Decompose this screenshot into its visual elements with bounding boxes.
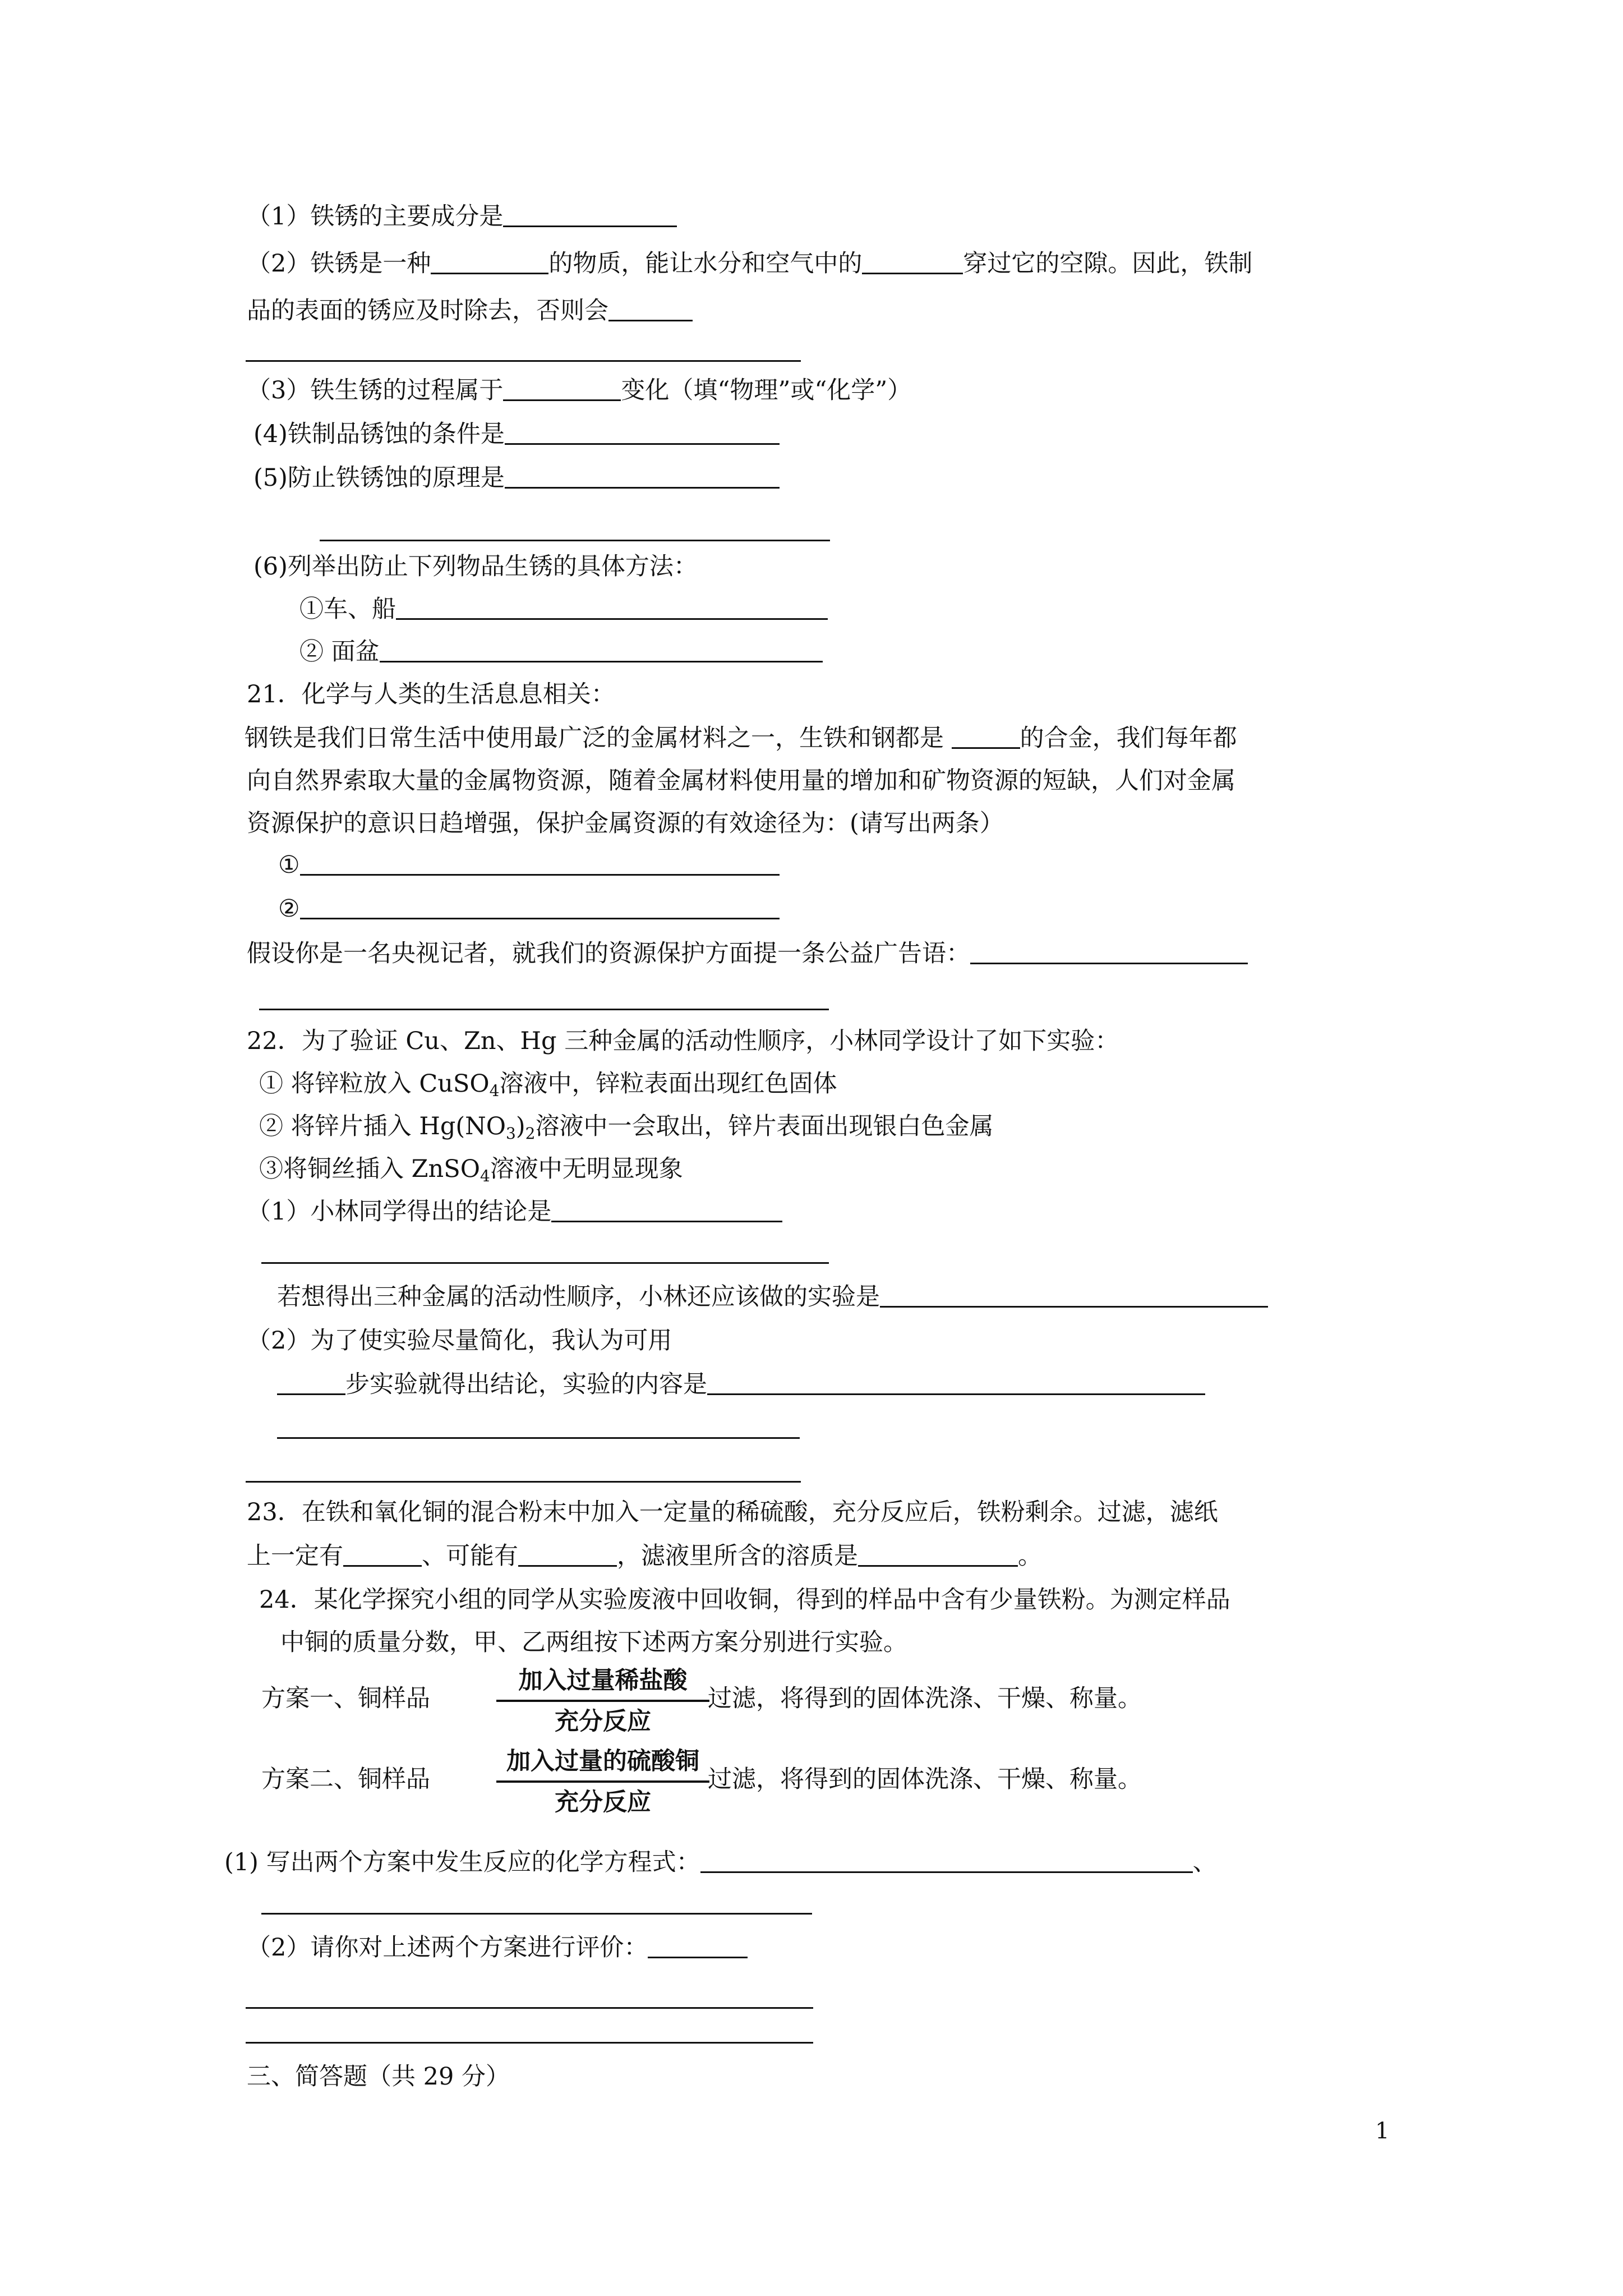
q24-line-2 (280, 1626, 907, 1659)
q20-text-9: ② 面盆 (299, 638, 380, 666)
q22-step-2-result: 溶液中一会取出，锌片表面出现银白色金属 (535, 1112, 994, 1140)
q23-line-2 (247, 1539, 1042, 1573)
q21-title-text: 21．化学与人类的生活息息相关： (247, 680, 615, 708)
answer-blank[interactable] (505, 461, 780, 489)
paren: ) (515, 1112, 525, 1140)
q21-title (247, 678, 615, 711)
q21-option-1-label: ① (278, 851, 300, 879)
q24-plan-1-rest (708, 1682, 1142, 1715)
answer-blank[interactable] (862, 247, 963, 274)
q22-step-2-text: ② 将锌片插入 Hg(NO (259, 1112, 506, 1140)
q24-plan-2-reagent: 加入过量的硫酸铜 (496, 1746, 709, 1783)
answer-blank[interactable] (343, 1539, 422, 1567)
q24-answer-2-text: （2）请你对上述两个方案进行评价： (247, 1934, 648, 1962)
q21-ad-line (247, 937, 1248, 970)
answer-blank[interactable] (970, 937, 1248, 964)
answer-line[interactable] (246, 2042, 813, 2044)
q22-step-3-text: ③将铜丝插入 ZnSO (259, 1155, 480, 1183)
answer-line[interactable] (261, 1262, 829, 1264)
q20-text-2a: （2）铁锈是一种 (247, 250, 431, 278)
q22-answer-3 (247, 1324, 672, 1358)
page-number: 1 (1375, 2118, 1390, 2144)
q24-plan-2-condition: 充分反应 (555, 1788, 651, 1816)
q24-plan-2-label (261, 1763, 430, 1796)
q21-para-2 (247, 764, 1235, 798)
q24-plan-1-arrow (496, 1665, 709, 1738)
answer-blank[interactable] (518, 1539, 617, 1567)
q23-text-1: 23．在铁和氧化铜的混合粉末中加入一定量的稀硫酸，充分反应后，铁粉剩余。过滤，滤纸 (247, 1498, 1218, 1526)
answer-blank[interactable] (380, 635, 823, 662)
q22-title-text: 22．为了验证 Cu、Zn、Hg 三种金属的活动性顺序，小林同学设计了如下实验： (247, 1027, 1119, 1055)
q24-plan-1-procedure: 过滤，将得到的固体洗涤、干燥、称量。 (708, 1685, 1142, 1713)
answer-blank[interactable] (503, 374, 621, 401)
q24-text-2: 中铜的质量分数，甲、乙两组按下述两方案分别进行实验。 (280, 1628, 907, 1657)
answer-line[interactable] (246, 2007, 813, 2009)
q24-answer-1-end: 、 (1192, 1848, 1217, 1876)
q21-text-2: 向自然界索取大量的金属物资源，随着金属材料使用量的增加和矿物资源的短缺，人们对金属 (247, 767, 1235, 795)
answer-line[interactable] (320, 540, 830, 541)
answer-blank[interactable] (707, 1368, 1205, 1395)
q24-answer-2 (247, 1931, 748, 1964)
answer-blank[interactable] (608, 294, 693, 321)
q20-text-4b: 变化（填“物理”或“化学”） (621, 376, 912, 404)
section-3-heading (247, 2060, 510, 2093)
q20-line-2 (247, 247, 1252, 280)
q22-answer-4 (277, 1368, 1205, 1401)
q24-answer-1 (224, 1846, 1217, 1879)
q20-line-5 (253, 417, 780, 451)
subscript: 4 (489, 1082, 500, 1100)
q24-plan-2-rest (708, 1763, 1142, 1796)
q20-line-3 (247, 294, 693, 328)
section-3-text: 三、简答题（共 29 分） (247, 2063, 510, 2091)
q24-text-1: 24．某化学探究小组的同学从实验废液中回收铜，得到的样品中含有少量铁粉。为测定样品 (259, 1586, 1230, 1614)
q20-text-1: （1）铁锈的主要成分是 (247, 203, 504, 231)
answer-blank[interactable] (700, 1846, 1193, 1873)
q21-text-1a: 钢铁是我们日常生活中使用最广泛的金属材料之一，生铁和钢都是 (245, 724, 952, 752)
q21-ad-text: 假设你是一名央视记者，就我们的资源保护方面提一条公益广告语： (247, 940, 970, 968)
q20-line-8 (299, 592, 828, 626)
subscript: 3 (506, 1124, 516, 1143)
answer-blank[interactable] (952, 721, 1020, 749)
q21-para-1 (245, 721, 1237, 755)
q20-line-7 (253, 550, 698, 583)
q22-step-3-result: 溶液中无明显现象 (490, 1155, 683, 1183)
q22-step-3 (259, 1152, 683, 1186)
q20-line-9 (299, 635, 823, 669)
q23-line-1 (247, 1496, 1218, 1529)
q20-text-2c: 穿过它的空隙。因此，铁制 (963, 250, 1253, 278)
answer-blank[interactable] (503, 200, 677, 227)
answer-line[interactable] (246, 360, 801, 362)
answer-line[interactable] (246, 1481, 801, 1483)
q22-answer-1 (247, 1195, 782, 1228)
q22-step-1 (259, 1067, 837, 1101)
q22-answer-2-text: 若想得出三种金属的活动性顺序，小林还应该做的实验是 (277, 1283, 880, 1311)
answer-blank[interactable] (300, 892, 780, 919)
q21-para-3 (247, 807, 1004, 840)
q24-plan-1-condition: 充分反应 (555, 1708, 651, 1736)
answer-line[interactable] (277, 1437, 800, 1439)
q22-step-1-text: ① 将锌粒放入 CuSO (259, 1070, 490, 1098)
q23-text-2a: 上一定有 (247, 1542, 343, 1570)
q20-line-6 (253, 461, 780, 495)
q21-option-2-label: ② (278, 895, 300, 923)
answer-blank[interactable] (300, 848, 780, 876)
q24-plan-1-text: 方案一、铜样品 (261, 1685, 430, 1713)
q24-line-1 (259, 1583, 1230, 1617)
q23-text-2d: 。 (1018, 1542, 1042, 1570)
subscript: 2 (525, 1124, 536, 1143)
answer-blank[interactable] (505, 417, 780, 445)
answer-blank[interactable] (551, 1195, 782, 1222)
q21-text-3: 资源保护的意识日趋增强，保护金属资源的有效途径为：(请写出两条） (247, 809, 1004, 838)
q20-text-2b: 的物质，能让水分和空气中的 (548, 250, 863, 278)
q21-option-1 (278, 848, 780, 882)
answer-blank[interactable] (880, 1280, 1268, 1308)
q24-plan-2-arrow (496, 1746, 709, 1819)
q20-text-4a: （3）铁生锈的过程属于 (247, 376, 504, 404)
subscript: 4 (479, 1167, 490, 1185)
q22-answer-4-text: 步实验就得出结论，实验的内容是 (345, 1370, 707, 1398)
q23-text-2b: 、可能有 (422, 1542, 518, 1570)
answer-line[interactable] (259, 1009, 829, 1010)
q22-step-1-result: 溶液中，锌粒表面出现红色固体 (499, 1070, 837, 1098)
q20-text-7: (6)列举出防止下列物品生锈的具体方法： (253, 553, 698, 581)
q20-line-4 (247, 374, 911, 407)
q22-answer-2 (277, 1280, 1268, 1314)
q21-option-2 (278, 892, 780, 926)
answer-blank[interactable] (858, 1539, 1018, 1567)
q21-text-1b: 的合金，我们每年都 (1020, 724, 1237, 752)
q20-line-1 (247, 200, 677, 233)
q24-plan-2-procedure: 过滤，将得到的固体洗涤、干燥、称量。 (708, 1765, 1142, 1793)
q22-answer-3-text: （2）为了使实验尽量简化，我认为可用 (247, 1327, 672, 1355)
q22-answer-1-text: （1）小林同学得出的结论是 (247, 1198, 552, 1226)
q24-plan-2-text: 方案二、铜样品 (261, 1765, 430, 1793)
q22-title (247, 1024, 1119, 1058)
q20-text-3: 品的表面的锈应及时除去，否则会 (247, 297, 608, 325)
answer-blank[interactable] (277, 1368, 345, 1395)
q24-plan-1-reagent: 加入过量稀盐酸 (496, 1665, 709, 1702)
answer-blank[interactable] (648, 1931, 748, 1958)
q20-text-8: ①车、船 (299, 595, 396, 623)
answer-line[interactable] (261, 1913, 812, 1915)
q24-answer-1-text: (1) 写出两个方案中发生反应的化学方程式： (224, 1848, 700, 1876)
q20-text-6: (5)防止铁锈蚀的原理是 (253, 464, 505, 492)
q22-step-2 (259, 1110, 993, 1143)
q23-text-2c: ，滤液里所含的溶质是 (617, 1542, 858, 1570)
q20-text-5: (4)铁制品锈蚀的条件是 (253, 420, 505, 448)
answer-blank[interactable] (431, 247, 548, 274)
q24-plan-1-label (261, 1682, 430, 1715)
answer-blank[interactable] (396, 592, 828, 620)
